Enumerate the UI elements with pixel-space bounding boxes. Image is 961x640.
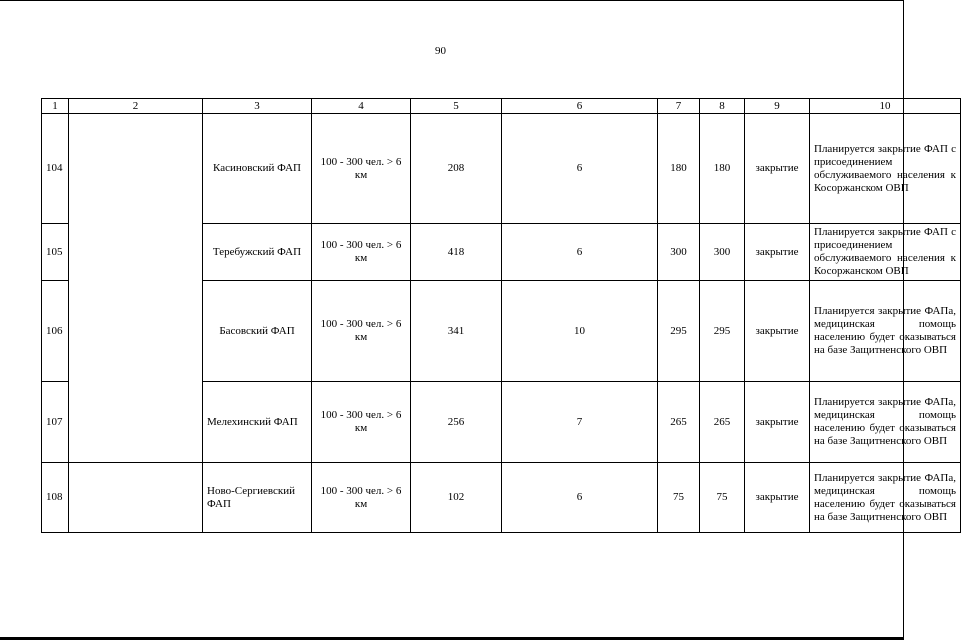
row-number: 104 <box>42 114 69 224</box>
note-cell: Планируется закрытие ФАПа, медицинская помощь населению будет оказываться на базе Защитненского ОВП <box>810 463 961 533</box>
action-cell: закрытие <box>745 281 810 382</box>
criteria-cell: 100 - 300 чел. > 6 км <box>312 463 411 533</box>
facility-name: Мелехинский ФАП <box>203 382 312 463</box>
region-cell <box>69 114 203 463</box>
action-cell: закрытие <box>745 224 810 281</box>
row-number: 107 <box>42 382 69 463</box>
criteria-cell: 100 - 300 чел. > 6 км <box>312 224 411 281</box>
header-col-9: 9 <box>745 99 810 114</box>
header-col-2: 2 <box>69 99 203 114</box>
value-col-8: 265 <box>700 382 745 463</box>
facility-name: Теребужский ФАП <box>203 224 312 281</box>
value-col-6: 6 <box>502 463 658 533</box>
page-number: 90 <box>435 45 446 57</box>
value-col-8: 300 <box>700 224 745 281</box>
facility-name: Касиновский ФАП <box>203 114 312 224</box>
value-col-7: 300 <box>658 224 700 281</box>
region-cell <box>69 463 203 533</box>
action-cell: закрытие <box>745 382 810 463</box>
row-number: 105 <box>42 224 69 281</box>
value-col-5: 418 <box>411 224 502 281</box>
value-col-6: 6 <box>502 114 658 224</box>
note-cell: Планируется закрытие ФАПа, медицинская помощь населению будет оказываться на базе Защитненского ОВП <box>810 382 961 463</box>
value-col-5: 341 <box>411 281 502 382</box>
table-row <box>42 114 961 224</box>
value-col-7: 75 <box>658 463 700 533</box>
table-row <box>42 463 961 533</box>
note-cell: Планируется закрытие ФАП с присоединением обслуживаемого населения к Косоржанском ОВП <box>810 224 961 281</box>
action-cell: закрытие <box>745 463 810 533</box>
table-header-row <box>42 99 961 114</box>
value-col-5: 102 <box>411 463 502 533</box>
value-col-7: 180 <box>658 114 700 224</box>
row-number: 106 <box>42 281 69 382</box>
facility-name: Ново-Сергиевский ФАП <box>203 463 312 533</box>
header-col-5: 5 <box>411 99 502 114</box>
header-col-10: 10 <box>810 99 961 114</box>
row-number: 108 <box>42 463 69 533</box>
header-col-1: 1 <box>42 99 69 114</box>
value-col-8: 180 <box>700 114 745 224</box>
criteria-cell: 100 - 300 чел. > 6 км <box>312 281 411 382</box>
data-table <box>41 98 961 533</box>
value-col-5: 208 <box>411 114 502 224</box>
action-cell: закрытие <box>745 114 810 224</box>
note-cell: Планируется закрытие ФАПа, медицинская помощь населению будет оказываться на базе Защитненского ОВП <box>810 281 961 382</box>
header-col-3: 3 <box>203 99 312 114</box>
value-col-7: 265 <box>658 382 700 463</box>
value-col-6: 7 <box>502 382 658 463</box>
criteria-cell: 100 - 300 чел. > 6 км <box>312 382 411 463</box>
header-col-8: 8 <box>700 99 745 114</box>
criteria-cell: 100 - 300 чел. > 6 км <box>312 114 411 224</box>
note-cell: Планируется закрытие ФАП с присоединением обслуживаемого населения к Косоржанском ОВП <box>810 114 961 224</box>
header-col-6: 6 <box>502 99 658 114</box>
value-col-8: 75 <box>700 463 745 533</box>
header-col-7: 7 <box>658 99 700 114</box>
facility-name: Басовский ФАП <box>203 281 312 382</box>
value-col-7: 295 <box>658 281 700 382</box>
value-col-8: 295 <box>700 281 745 382</box>
value-col-5: 256 <box>411 382 502 463</box>
header-col-4: 4 <box>312 99 411 114</box>
value-col-6: 6 <box>502 224 658 281</box>
value-col-6: 10 <box>502 281 658 382</box>
